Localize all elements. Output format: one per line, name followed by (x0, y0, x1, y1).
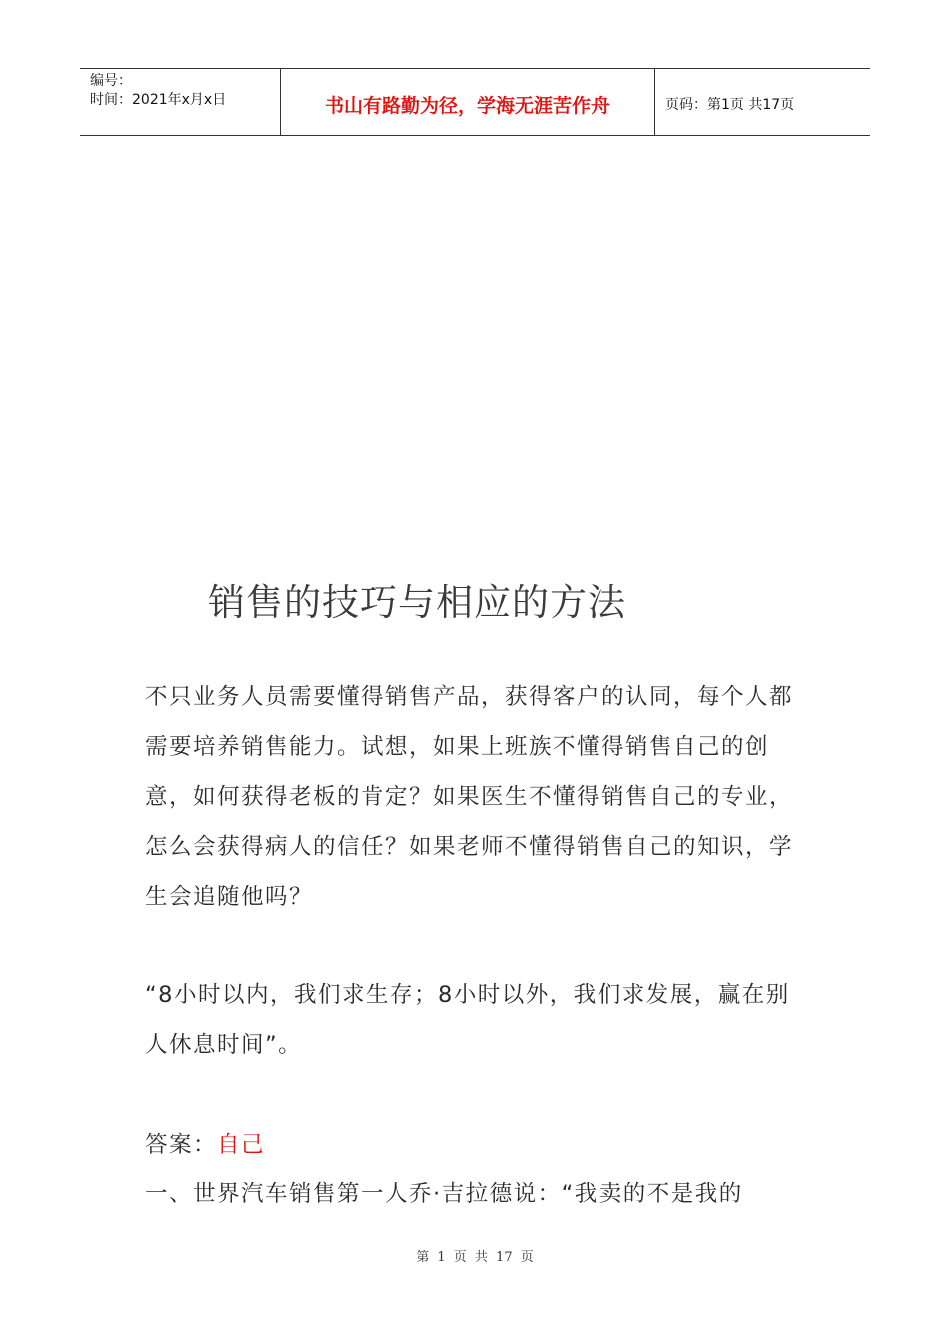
quote-paragraph: “8小时以内，我们求生存；8小时以外，我们求发展，赢在别人休息时间”。 (145, 982, 790, 1058)
header-page-info: 页码：第1页 共17页 (665, 97, 795, 113)
answer-label: 答案： (145, 1132, 218, 1158)
document-date: 时间：2021年x月x日 (90, 92, 227, 108)
intro-paragraph: 不只业务人员需要懂得销售产品，获得客户的认同，每个人都需要培养销售能力。试想，如果上班族不懂得销售自己的创意，如何获得老板的肯定？如果医生不懂得销售自己的专业，怎么会获得病人的信任？如果老师不懂得销售自己的知识，学生会追随他吗？ (145, 684, 794, 910)
answer-line (145, 1120, 805, 1170)
answer-value: 自己 (217, 1132, 266, 1158)
header-motto: 书山有路勤为径，学海无涯苦作舟 (281, 69, 655, 135)
document-header (80, 68, 870, 136)
point-one-paragraph: 一、世界汽车销售第一人乔·吉拉德说：“我卖的不是我的 (145, 1181, 743, 1207)
document-number-label: 编号： (90, 73, 132, 89)
header-meta (80, 69, 281, 135)
page-footer: 第 1 页 共 17 页 (416, 1250, 534, 1265)
document-title: 销售的技巧与相应的方法 (208, 581, 626, 624)
